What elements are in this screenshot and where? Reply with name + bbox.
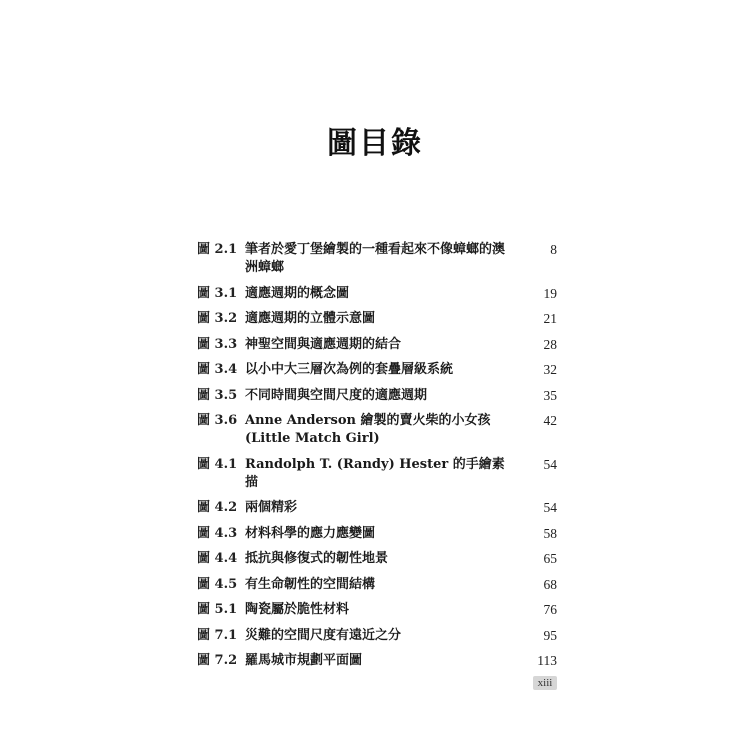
- page-number: 65: [543, 551, 557, 566]
- figure-number: 圖 7.2: [197, 653, 238, 668]
- figure-number: 圖 3.4: [197, 362, 238, 377]
- list-item: [197, 627, 557, 645]
- figure-title: 材料科學的應力應變圖: [245, 525, 376, 541]
- figure-number: 圖 7.1: [197, 627, 238, 643]
- list-item: [197, 525, 557, 543]
- list-item: [197, 241, 557, 277]
- figure-number: 圖 4.1: [197, 456, 238, 472]
- figure-title: 陶瓷屬於脆性材料: [245, 602, 350, 617]
- list-item: [197, 550, 557, 568]
- figure-title: 筆者於愛丁堡繪製的一種看起來不像蟑螂的澳洲蟑螂: [245, 242, 506, 275]
- figure-number: 圖 4.3: [197, 525, 238, 541]
- page-number: 42: [543, 413, 557, 428]
- figure-number: 圖 3.2: [197, 311, 238, 326]
- list-item: [197, 601, 557, 619]
- figure-number: 圖 4.5: [197, 576, 238, 592]
- page-number: 76: [543, 602, 557, 617]
- figure-number: 圖 3.6: [197, 413, 238, 428]
- figure-number: 圖 4.2: [197, 500, 238, 515]
- page-number: 21: [543, 311, 557, 326]
- list-item: [197, 387, 557, 405]
- list-item: [197, 456, 557, 492]
- figure-title: 以小中大三層次為例的套疊層級系統: [245, 362, 454, 377]
- figure-title: 神聖空間與適應週期的結合: [245, 336, 402, 352]
- list-item: [197, 499, 557, 517]
- page-number: 54: [543, 500, 557, 515]
- figure-title: 災難的空間尺度有遠近之分: [245, 627, 402, 643]
- figure-number: 圖 3.1: [197, 285, 238, 301]
- figure-number: 圖 4.4: [197, 551, 238, 566]
- list-item: [197, 576, 557, 594]
- page-number: 35: [543, 387, 557, 403]
- list-item: [197, 412, 557, 448]
- page-number: 19: [543, 285, 557, 301]
- figure-title: 不同時間與空間尺度的適應週期: [245, 387, 428, 403]
- figure-title: 適應週期的立體示意圖: [245, 311, 376, 326]
- figure-title: 抵抗與修復式的韌性地景: [245, 551, 389, 566]
- list-item: [197, 336, 557, 354]
- page-number: 68: [543, 576, 557, 592]
- list-item: [197, 310, 557, 328]
- figure-title: 羅馬城市規劃平面圖: [245, 653, 363, 668]
- figure-title: 適應週期的概念圖: [245, 285, 350, 301]
- folio-page-number: xiii: [533, 676, 557, 690]
- figure-number: 圖 2.1: [197, 242, 238, 257]
- figure-title: Randolph T. (Randy) Hester 的手繪素描: [245, 456, 505, 490]
- figure-title: 有生命韌性的空間結構: [245, 576, 376, 592]
- list-item: [197, 361, 557, 379]
- page-number: 95: [543, 627, 557, 643]
- page-number: 28: [543, 336, 557, 352]
- page-title: 圖目錄: [327, 126, 423, 161]
- figure-number: 圖 5.1: [197, 602, 238, 617]
- page-number: 58: [543, 525, 557, 541]
- figure-title: 兩個精彩: [245, 500, 298, 515]
- page-number: 54: [543, 456, 557, 472]
- page-number: 113: [537, 653, 557, 668]
- list-item: [197, 652, 557, 670]
- page-number: 8: [550, 242, 557, 257]
- figure-title: Anne Anderson 繪製的賣火柴的小女孩 (Little Match Girl): [245, 413, 491, 446]
- figure-list: [197, 241, 557, 678]
- page-number: 32: [543, 362, 557, 377]
- list-item: [197, 285, 557, 303]
- figure-number: 圖 3.5: [197, 387, 238, 403]
- figure-number: 圖 3.3: [197, 336, 238, 352]
